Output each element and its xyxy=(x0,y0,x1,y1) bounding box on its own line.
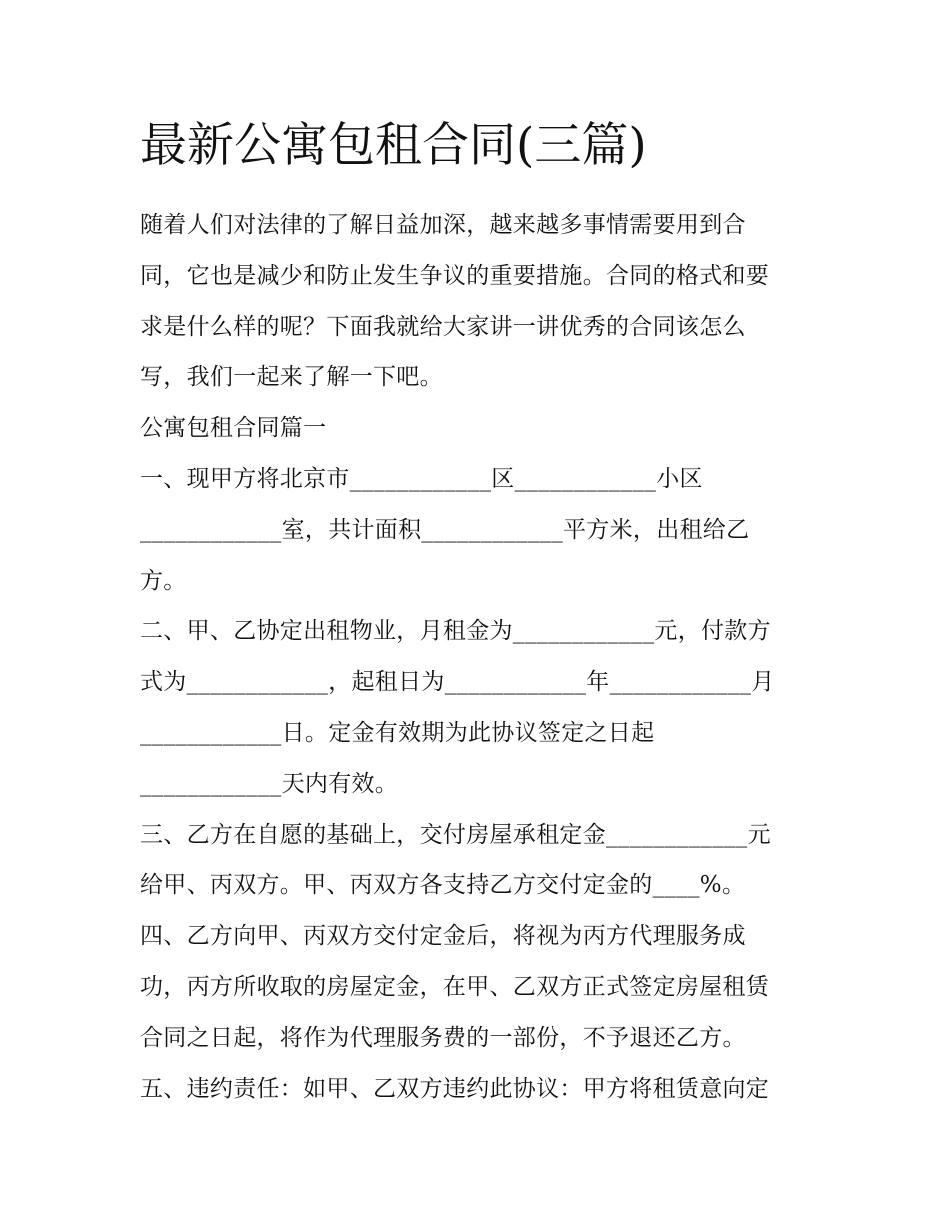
clause-line: 功，丙方所收取的房屋定金，在甲、乙双方正式签定房屋租赁 xyxy=(140,973,770,1000)
clause-line: 二、甲、乙协定出租物业，月租金为____________元，付款方 xyxy=(140,618,771,645)
clause-line: 四、乙方向甲、丙双方交付定金后，将视为丙方代理服务成 xyxy=(140,923,746,950)
clause-line: 三、乙方在自愿的基础上，交付房屋承租定金____________元 xyxy=(140,821,771,848)
clause-line: ____________日。定金有效期为此协议签定之日起 xyxy=(140,719,655,746)
document-body xyxy=(140,200,830,1114)
clause-line: 方。 xyxy=(140,567,187,594)
clause-line: 给甲、丙双方。甲、丙双方各支持乙方交付定金的____%。 xyxy=(140,872,746,899)
clause-line: ____________室，共计面积____________平方米，出租给乙 xyxy=(140,516,750,543)
clause-line: 合同之日起，将作为代理服务费的一部份，不予退还乙方。 xyxy=(140,1024,746,1051)
clause-line: 式为____________，起租日为____________年____________月 xyxy=(140,669,775,696)
paragraph-line: 求是什么样的呢？下面我就给大家讲一讲优秀的合同该怎么 xyxy=(140,313,746,340)
paragraph-line: 随着人们对法律的了解日益加深，越来越多事情需要用到合 xyxy=(140,212,746,238)
section-heading: 公寓包租合同篇一 xyxy=(140,415,327,442)
document-title: 最新公寓包租合同(三篇) xyxy=(140,118,647,173)
paragraph-line: 同，它也是减少和防止发生争议的重要措施。合同的格式和要 xyxy=(140,262,770,289)
clause-line: 五、违约责任：如甲、乙双方违约此协议：甲方将租赁意向定 xyxy=(140,1075,770,1102)
clause-line: ____________天内有效。 xyxy=(140,770,399,797)
clause-line: 一、现甲方将北京市____________区____________小区 xyxy=(140,465,703,492)
paragraph-line: 写，我们一起来了解一下吧。 xyxy=(140,364,443,391)
